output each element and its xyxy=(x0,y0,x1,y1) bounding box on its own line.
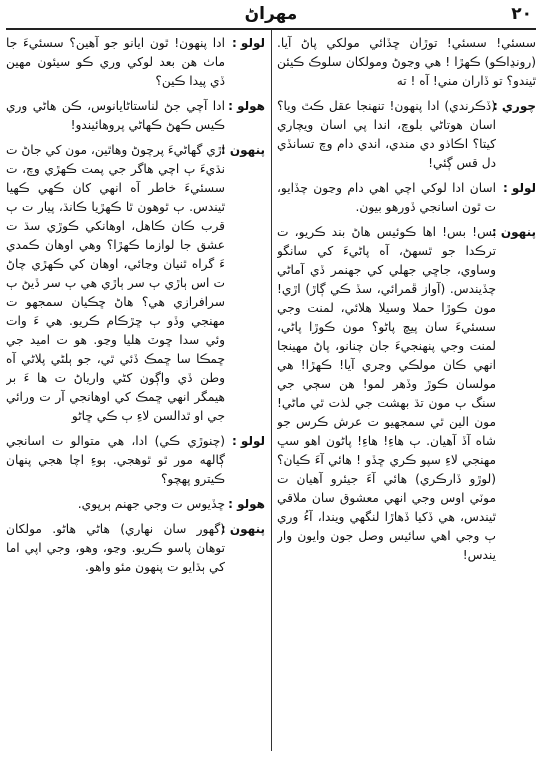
column-divider xyxy=(271,30,272,751)
dialogue-text: (گهور سان نهاري) هاڻي هاڻو. مولکان توهان پاسو ڪريو. وڃو، وهو، وجي اپي اما کي ٻڌايو ت پنهون مئو واهو. xyxy=(6,522,225,574)
speaker-label: پنهون : xyxy=(491,225,536,239)
dialogue-entry xyxy=(6,34,265,91)
right-column xyxy=(277,34,536,751)
dialogue-text: بس! بس! اها ڪوئيس هاڻ بند ڪريو، ت ترڪدا جو ٿسهڻ، آه پاڻيءَ کي سانگو وساوي، جاڇي جهلي کي جهنمر ڏي آماڻي چڏيندس. (آواز ڦمرائي، سڏ ڪي ڳاڙ) اڙي! مون ڪوڙا حملا وسيلا هلائي، لمنت وجي سسئيءَ سان پيچ پاڻو؟ مون ڪوڙا پاڻي، لمنت وجي پنهنجيءَ جان چنانو، پاڻ مهينجا انهي ڪان مولڪي وڃري آيا! ڪهڙا! هي مولسان ڪوڙ وڏهر لمو! هن سڄي جي سنگ ٻ مون تڌ بهشت جي لذت ٿي ماڻي! مون الين ٿي سمجهيو ت عرش ڪرس جو شاه آڏ آهيان. ٻ هاءِ! هاءِ! پاڻون اهو سڀ مهنجي لاءِ سپو ڪري ڇڏو ! هائي آءَ ڪيان؟ (لوڙو ڏارڪري) هائي آءَ جيئرو آهيان ت موٽي اوس وجي انهي معشوق سان ملاقي ٿيندس، هي ڏکيا ڏهاڙا لنگهي ويندا، آءُ وري ٻ وجي اهي سائيس وصل جون وايون وار يندس! xyxy=(277,225,496,562)
dialogue-entry xyxy=(6,520,265,577)
speaker-label: پنهون : xyxy=(220,143,265,157)
dialogue-text: اسان ادا لوکي اچي اهي دام وڃون چڏايو، ت ٿون اسانجي ڏورهو بيون. xyxy=(277,181,496,214)
page-number: ٢٠ xyxy=(511,4,532,24)
dialogue-text: (چنوڙي ڪي) ادا، هي متوالو ت اسانجي ڳالهه مور ٿو ٿوهجي. ٻوءِ اچا هجي پنهان ڪيترو پهچو؟ xyxy=(6,434,225,486)
dialogue-entry xyxy=(6,495,265,514)
dialogue-text: اڙي گهاڻيءَ پرچوڻ وهاٿين، مون کي جاڻ ت نڌيءَ ٻ اچي هاگر جي پمت ڪهڙي وچ، ت سسئيءَ خاطر آه انهي کان ڪهي ڪهيا ٿيندس. ٻ ٿوهون ٿا ڪهڙيا ڪانڌ، پيار ت ٻ قرب ڪان ڪاهل، اوهانکي ڪوڙي سڌ ت عشق جا لوازما ڪهڙا؟ وهي اوهان ڪمدي ءَ گراه ٿنيان وڃائي، اوهان کي ڪهڙي چاڻ ت اس ٻاڙي ٻ سر ٻاڙي هي ٻ سر ڏيڻ ٻ سرافرازي هي؟ هاڻ ڇڪيان سمجهو ت مهنجي وڏو ٻ ڇڙڪام ڪريو. هي ءَ وات وئي سدا ڇوٽ هليا وڃو. هو ت اميد جي ڇمڪا سا ڇمڪ ڏئي ٿي، جو ٻلڻي پلاڻي آه وطن ڏي واڳون کڻي وارياڻ ت ھا ءَ بر هيمگر انهي ڇمڪ کي اوهانجي آر ت ورائي جي او ٿدالسن لاءِ ٻ ڪي ڇاڻو xyxy=(6,143,225,423)
dialogue-text: سسئي! سسئي! توڙان ڇڏائي مولکي پاڻ آيا. (رونڍاڪو) ڪهڙا ! هي وڃوڻ ومولکان سلوڪ ڪيئن ٿيندو؟ تو ڏاران مني! آه ! ته xyxy=(277,36,536,88)
dialogue-entry xyxy=(6,141,265,426)
speaker-label: لولو : xyxy=(231,434,265,448)
dialogue-entry xyxy=(277,223,536,565)
speaker-label: لولو : xyxy=(502,181,536,195)
dialogue-entry xyxy=(6,432,265,489)
dialogue-entry xyxy=(6,97,265,135)
speaker-label: لولو : xyxy=(231,36,265,50)
dialogue-text: ڇڏيوس ت وجي جهنم ٻرپوي. xyxy=(77,497,225,511)
page-header xyxy=(6,2,536,28)
speaker-label: چوري : xyxy=(492,99,536,113)
running-title: مھراڻ xyxy=(244,4,298,24)
speaker-label: پنهون : xyxy=(220,522,265,536)
dialogue-entry xyxy=(277,179,536,217)
dialogue-entry xyxy=(277,34,536,91)
speaker-label: هولو : xyxy=(228,497,265,511)
dialogue-text: ادا پنهون! ٿون ايانو جو آهين؟ سسئيءَ جا ماٺ هن بعد لوکي وري ڪو سيئون مهين ڏي پيدا ڪين؟ xyxy=(6,36,225,88)
left-column xyxy=(6,34,265,751)
dialogue-text: ادا آچي جڻ لناستاڻايانوس، ڪن هاڻي وري ڪيس ڪهڻ ڪهاڻي پروهائيندو! xyxy=(6,99,225,132)
dialogue-entry xyxy=(277,97,536,173)
speaker-label: هولو : xyxy=(228,99,265,113)
dialogue-text: (ڏڪرندي) ادا پنهون! تنهنجا عقل ڪٿ ويا؟ اسان هوتاڻي بلوچ، اندا پي اسان ويچاري کيتا؟ اڪاذو دي مندي، اندي دام وچ تسانڏي دل قس ڳئي! xyxy=(277,99,496,170)
